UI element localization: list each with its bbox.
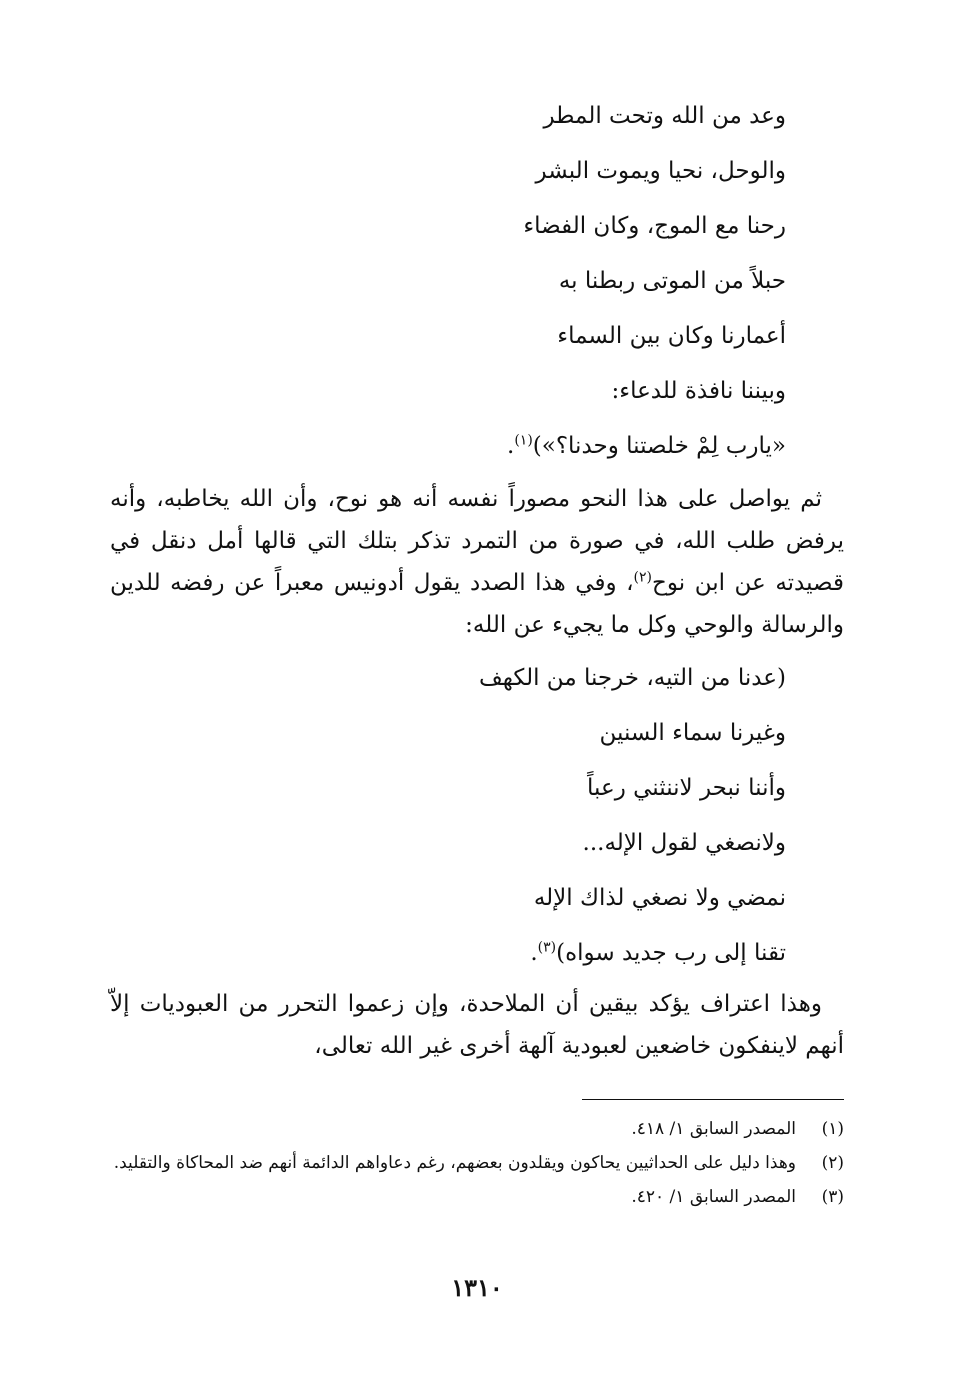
poem-line: ولانصغي لقول الإله... <box>582 830 786 856</box>
page-number: ١٣١٠ <box>451 1273 503 1302</box>
poem-line: وبيننا نافذة للدعاء: <box>611 378 786 404</box>
footnotes <box>110 1112 844 1214</box>
footnote-ref-2: (٢) <box>633 569 653 586</box>
paragraph-2 <box>110 983 844 1067</box>
footnote-number: (١) <box>821 1119 844 1139</box>
poem-line: وغيرنا سماء السنين <box>599 720 786 746</box>
poem-line-text: «يارب لِمْ خلصتنا وحدنا؟») <box>532 433 786 459</box>
poem-line: حبلاً من الموتى ربطنا به <box>558 268 786 294</box>
poem-line: وأننا نبحر لاننثني رعباً <box>587 775 786 801</box>
paragraph-1-text-b: ، وفي هذا الصدد يقول أدونيس معبراً عن رفضه للدين والرسالة والوحي وكل ما يجيء عن الله: <box>110 570 844 638</box>
punctuation: . <box>530 940 538 966</box>
poem-line: أعمارنا وكان بين السماء <box>557 323 786 349</box>
poem-line-text: تقنا إلى رب جديد سواه) <box>556 940 786 966</box>
footnote-1 <box>110 1112 844 1146</box>
poem-block-1 <box>226 89 786 474</box>
poem-line: وعد من الله وتحت المطر <box>543 103 786 129</box>
poem-line-last <box>226 419 786 474</box>
poem-line: والوحل، نحيا ويموت البشر <box>535 158 786 184</box>
footnote-ref-1: (١) <box>514 432 533 449</box>
poem-line: رحنا مع الموج، وكان الفضاء <box>523 213 786 239</box>
footnote-number: (٣) <box>821 1187 844 1207</box>
footnote-text: المصدر السابق ١/ ٤١٨. <box>631 1119 796 1139</box>
footnote-ref-3: (٣) <box>537 939 557 956</box>
paragraph-1 <box>110 478 844 646</box>
footnote-text: وهذا دليل على الحداثيين يحاكون ويقلدون بعضهم، رغم دعاواهم الدائمة أنهم ضد المحاكاة والتقليد. <box>113 1153 796 1173</box>
punctuation: . <box>507 433 515 459</box>
paragraph-1-text-a: ثم يواصل على هذا النحو مصوراً نفسه أنه هو نوح، وأن الله يخاطبه، وأنه يرفض طلب الله، في صورة من التمرد تذكر بتلك التي قالها أمل دنقل في قصيدته عن ابن نوح <box>110 486 844 596</box>
footnote-text: المصدر السابق ١/ ٤٢٠. <box>631 1187 796 1207</box>
paragraph-2-text: وهذا اعتراف يؤكد بيقين أن الملاحدة، وإن زعموا التحرر من العبوديات إلاّ أنهم لاينفكون خاضعين لعبودية آلهة أخرى غير الله تعالى، <box>110 991 844 1059</box>
poem-line: نمضي ولا نصغي لذاك الإله <box>533 885 786 911</box>
footnote-3 <box>110 1180 844 1214</box>
footnote-2 <box>110 1146 844 1180</box>
footnote-separator <box>582 1099 844 1100</box>
footnote-number: (٢) <box>821 1153 844 1173</box>
poem-line-last <box>226 926 786 981</box>
poem-line: (عدنا من التيه، خرجنا من الكهف <box>478 665 786 691</box>
poem-block-2 <box>226 651 786 981</box>
